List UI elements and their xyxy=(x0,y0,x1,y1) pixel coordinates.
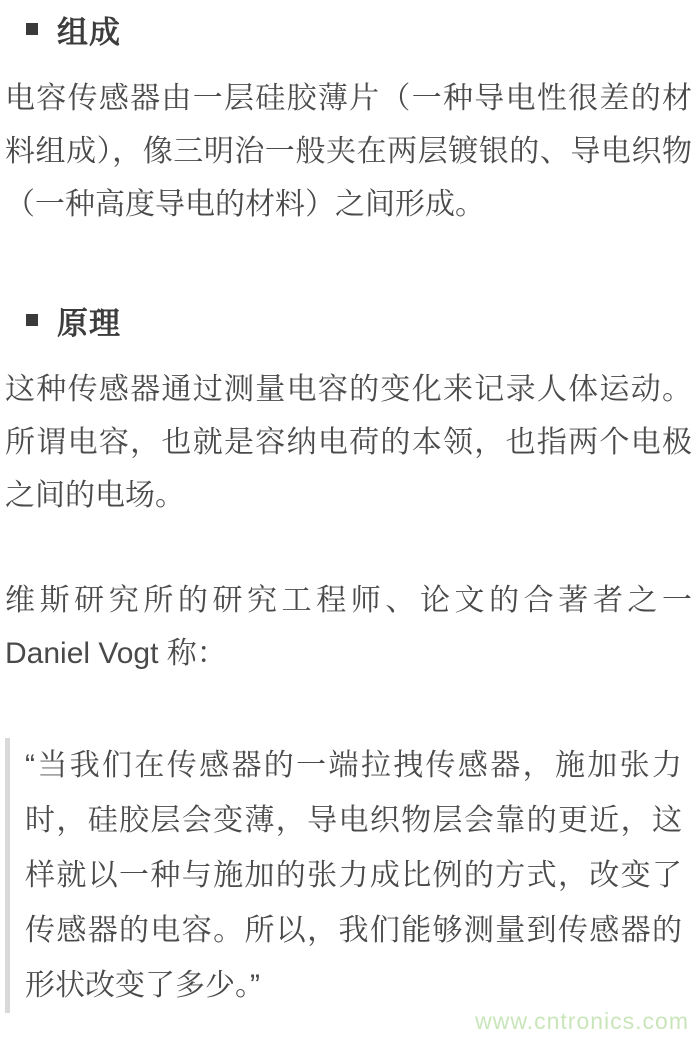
watermark: www.cntronics.com xyxy=(475,1008,689,1034)
square-bullet-icon xyxy=(26,23,38,35)
section-heading-text: 原理 xyxy=(57,305,121,341)
paragraph-attribution: 维斯研究所的研究工程师、论文的合著者之一 Daniel Vogt 称： xyxy=(5,584,692,670)
quote-block: “当我们在传感器的一端拉拽传感器，施加张力时，硅胶层会变薄，导电织物层会靠的更近，这样就以一种与施加的张力成比例的方式，改变了传感器的电容。所以，我们能够测量到传感器的形状改变了多少。” xyxy=(5,738,692,1013)
paragraph-composition: 电容传感器由一层硅胶薄片（一种导电性很差的材料组成），像三明治一般夹在两层镀银的、导电织物（一种高度导电的材料）之间形成。 xyxy=(5,82,692,221)
square-bullet-icon xyxy=(26,314,38,326)
section-heading-principle xyxy=(5,299,692,341)
section-heading-text: 组成 xyxy=(57,14,121,50)
paragraph-principle: 这种传感器通过测量电容的变化来记录人体运动。所谓电容，也就是容纳电荷的本领，也指两个电极之间的电场。 xyxy=(5,373,692,512)
section-heading-composition xyxy=(5,8,692,50)
